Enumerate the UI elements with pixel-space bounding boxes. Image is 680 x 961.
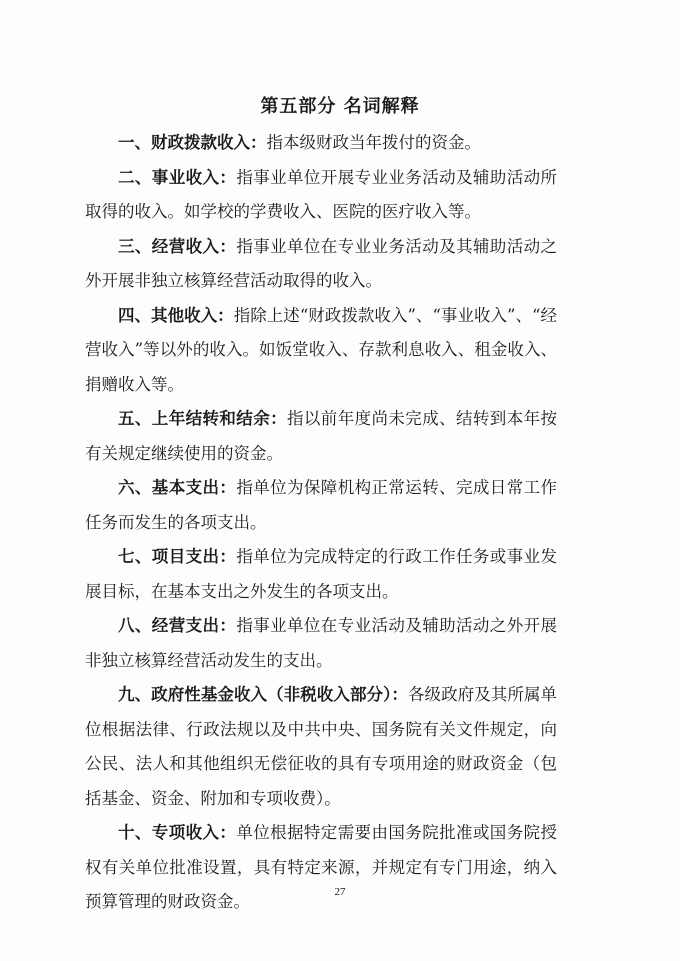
definition-item <box>85 230 557 299</box>
definition-text: 指事业单位开展专业业务活动及辅助活动所取得的收入。如学校的学费收入、医院的医疗收入等。 <box>85 167 558 221</box>
definition-text: 指事业单位在专业业务活动及其辅助活动之外开展非独立核算经营活动取得的收入。 <box>85 236 558 290</box>
definitions-list <box>85 126 557 920</box>
definition-item <box>85 609 557 678</box>
definition-text: 指单位为保障机构正常运转、完成日常工作任务而发生的各项支出。 <box>85 478 558 532</box>
definition-item <box>85 540 557 609</box>
definition-term: 八、经营支出： <box>118 616 237 635</box>
page-title: 第五部分 名词解释 <box>260 96 420 117</box>
definition-term: 六、基本支出： <box>118 478 237 497</box>
definition-term: 七、项目支出： <box>118 547 237 566</box>
page-number: 27 <box>334 886 346 898</box>
definition-term: 十、专项收入： <box>118 823 237 842</box>
definition-term: 三、经营收入： <box>118 236 237 256</box>
definition-text: 单位根据特定需要由国务院批准或国务院授权有关单位批准设置，具有特定来源，并规定有专门用途，纳入预算管理的财政资金。 <box>85 823 558 911</box>
definition-item <box>85 299 557 403</box>
definition-text: 指除上述“财政拨款收入”、“事业收入”、“经营收入”等以外的收入。如饭堂收入、存款利息收入、租金收入、捐赠收入等。 <box>85 305 557 394</box>
definition-text: 各级政府及其所属单位根据法律、行政法规以及中共中央、国务院有关文件规定，向公民、法人和其他组织无偿征收的具有专项用途的财政资金（包括基金、资金、附加和专项收费）。 <box>85 685 558 808</box>
definition-item <box>85 402 557 471</box>
definition-item <box>85 161 557 230</box>
definition-term: 二、事业收入： <box>118 167 237 187</box>
definition-text: 指以前年度尚未完成、结转到本年按有关规定继续使用的资金。 <box>85 409 558 463</box>
definition-text: 指本级财政当年拨付的资金。 <box>266 133 481 152</box>
definition-item <box>85 471 557 540</box>
definition-item <box>85 126 557 161</box>
definition-text: 指单位为完成特定的行政工作任务或事业发展目标，在基本支出之外发生的各项支出。 <box>85 547 558 601</box>
definition-term: 四、其他收入： <box>118 305 234 325</box>
definition-term: 一、财政拨款收入： <box>118 133 267 152</box>
definition-item <box>85 678 557 816</box>
definition-text: 指事业单位在专业活动及辅助活动之外开展非独立核算经营活动发生的支出。 <box>85 616 558 670</box>
definition-term: 五、上年结转和结余： <box>118 409 287 428</box>
definition-item <box>85 816 557 920</box>
definition-term: 九、政府性基金收入（非税收入部分）： <box>118 685 408 704</box>
